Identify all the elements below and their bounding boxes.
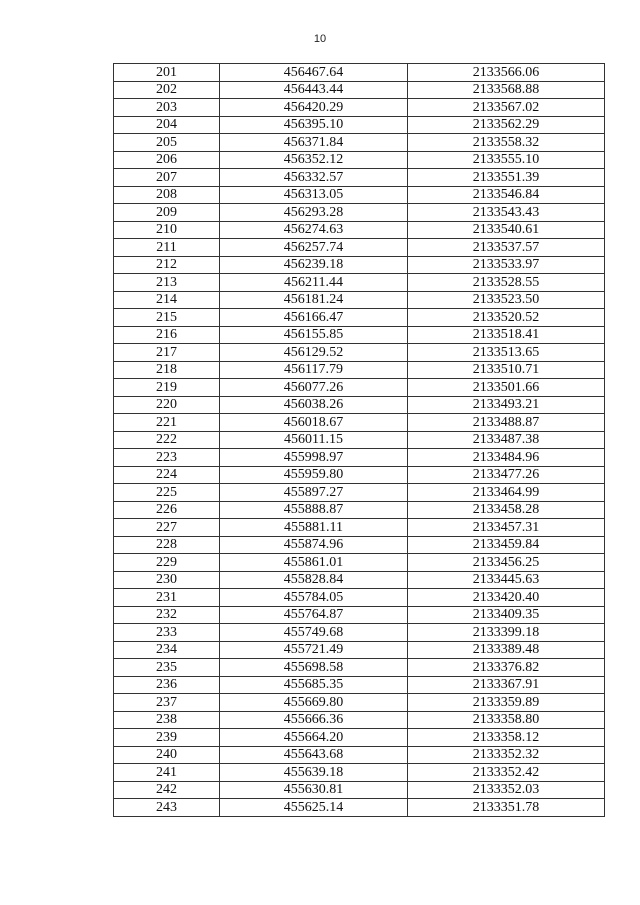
point-number-cell: 235	[114, 659, 220, 677]
y-coordinate-cell: 2133464.99	[408, 484, 605, 502]
table-row	[114, 151, 605, 169]
y-coordinate-cell: 2133510.71	[408, 361, 605, 379]
table-row	[114, 554, 605, 572]
y-coordinate-cell: 2133351.78	[408, 799, 605, 817]
table-row	[114, 326, 605, 344]
point-number-cell: 236	[114, 676, 220, 694]
x-coordinate-cell: 456395.10	[220, 116, 408, 134]
table-row	[114, 536, 605, 554]
x-coordinate-cell: 456155.85	[220, 326, 408, 344]
x-coordinate-cell: 455630.81	[220, 781, 408, 799]
table-row	[114, 501, 605, 519]
table-row	[114, 764, 605, 782]
table-row	[114, 571, 605, 589]
point-number-cell: 231	[114, 589, 220, 607]
x-coordinate-cell: 455639.18	[220, 764, 408, 782]
point-number-cell: 207	[114, 169, 220, 187]
point-number-cell: 227	[114, 519, 220, 537]
x-coordinate-cell: 456420.29	[220, 99, 408, 117]
x-coordinate-cell: 456467.64	[220, 64, 408, 82]
point-number-cell: 214	[114, 291, 220, 309]
table-row	[114, 309, 605, 327]
table-row	[114, 799, 605, 817]
x-coordinate-cell: 456371.84	[220, 134, 408, 152]
point-number-cell: 224	[114, 466, 220, 484]
y-coordinate-cell: 2133359.89	[408, 694, 605, 712]
y-coordinate-cell: 2133551.39	[408, 169, 605, 187]
x-coordinate-cell: 456181.24	[220, 291, 408, 309]
coordinates-table-body	[114, 64, 605, 817]
x-coordinate-cell: 455666.36	[220, 711, 408, 729]
y-coordinate-cell: 2133501.66	[408, 379, 605, 397]
y-coordinate-cell: 2133477.26	[408, 466, 605, 484]
table-row	[114, 484, 605, 502]
y-coordinate-cell: 2133358.12	[408, 729, 605, 747]
y-coordinate-cell: 2133537.57	[408, 239, 605, 257]
point-number-cell: 210	[114, 221, 220, 239]
point-number-cell: 220	[114, 396, 220, 414]
y-coordinate-cell: 2133528.55	[408, 274, 605, 292]
x-coordinate-cell: 455998.97	[220, 449, 408, 467]
point-number-cell: 222	[114, 431, 220, 449]
y-coordinate-cell: 2133520.52	[408, 309, 605, 327]
point-number-cell: 217	[114, 344, 220, 362]
point-number-cell: 239	[114, 729, 220, 747]
x-coordinate-cell: 456211.44	[220, 274, 408, 292]
point-number-cell: 238	[114, 711, 220, 729]
y-coordinate-cell: 2133543.43	[408, 204, 605, 222]
point-number-cell: 225	[114, 484, 220, 502]
x-coordinate-cell: 456166.47	[220, 309, 408, 327]
y-coordinate-cell: 2133567.02	[408, 99, 605, 117]
table-row	[114, 606, 605, 624]
x-coordinate-cell: 456239.18	[220, 256, 408, 274]
x-coordinate-cell: 455881.11	[220, 519, 408, 537]
x-coordinate-cell: 456011.15	[220, 431, 408, 449]
table-row	[114, 449, 605, 467]
point-number-cell: 218	[114, 361, 220, 379]
table-row	[114, 169, 605, 187]
y-coordinate-cell: 2133523.50	[408, 291, 605, 309]
x-coordinate-cell: 456117.79	[220, 361, 408, 379]
table-row	[114, 781, 605, 799]
x-coordinate-cell: 456038.26	[220, 396, 408, 414]
table-row	[114, 99, 605, 117]
y-coordinate-cell: 2133555.10	[408, 151, 605, 169]
y-coordinate-cell: 2133409.35	[408, 606, 605, 624]
y-coordinate-cell: 2133518.41	[408, 326, 605, 344]
table-row	[114, 624, 605, 642]
table-row	[114, 659, 605, 677]
page-number: 10	[313, 33, 327, 45]
y-coordinate-cell: 2133445.63	[408, 571, 605, 589]
y-coordinate-cell: 2133352.42	[408, 764, 605, 782]
y-coordinate-cell: 2133458.28	[408, 501, 605, 519]
point-number-cell: 241	[114, 764, 220, 782]
x-coordinate-cell: 456018.67	[220, 414, 408, 432]
point-number-cell: 204	[114, 116, 220, 134]
y-coordinate-cell: 2133558.32	[408, 134, 605, 152]
table-row	[114, 64, 605, 82]
table-row	[114, 239, 605, 257]
table-row	[114, 344, 605, 362]
point-number-cell: 223	[114, 449, 220, 467]
y-coordinate-cell: 2133352.03	[408, 781, 605, 799]
y-coordinate-cell: 2133566.06	[408, 64, 605, 82]
point-number-cell: 240	[114, 746, 220, 764]
x-coordinate-cell: 456077.26	[220, 379, 408, 397]
x-coordinate-cell: 455828.84	[220, 571, 408, 589]
table-row	[114, 379, 605, 397]
x-coordinate-cell: 455669.80	[220, 694, 408, 712]
y-coordinate-cell: 2133399.18	[408, 624, 605, 642]
table-row	[114, 134, 605, 152]
x-coordinate-cell: 455664.20	[220, 729, 408, 747]
point-number-cell: 213	[114, 274, 220, 292]
table-row	[114, 694, 605, 712]
y-coordinate-cell: 2133420.40	[408, 589, 605, 607]
point-number-cell: 203	[114, 99, 220, 117]
x-coordinate-cell: 455861.01	[220, 554, 408, 572]
point-number-cell: 205	[114, 134, 220, 152]
y-coordinate-cell: 2133568.88	[408, 81, 605, 99]
point-number-cell: 230	[114, 571, 220, 589]
table-row	[114, 116, 605, 134]
point-number-cell: 221	[114, 414, 220, 432]
y-coordinate-cell: 2133367.91	[408, 676, 605, 694]
x-coordinate-cell: 456129.52	[220, 344, 408, 362]
x-coordinate-cell: 456352.12	[220, 151, 408, 169]
x-coordinate-cell: 455625.14	[220, 799, 408, 817]
y-coordinate-cell: 2133358.80	[408, 711, 605, 729]
x-coordinate-cell: 455749.68	[220, 624, 408, 642]
point-number-cell: 229	[114, 554, 220, 572]
point-number-cell: 233	[114, 624, 220, 642]
y-coordinate-cell: 2133513.65	[408, 344, 605, 362]
point-number-cell: 202	[114, 81, 220, 99]
table-row	[114, 589, 605, 607]
x-coordinate-cell: 455764.87	[220, 606, 408, 624]
x-coordinate-cell: 455721.49	[220, 641, 408, 659]
y-coordinate-cell: 2133484.96	[408, 449, 605, 467]
x-coordinate-cell: 456443.44	[220, 81, 408, 99]
y-coordinate-cell: 2133376.82	[408, 659, 605, 677]
point-number-cell: 206	[114, 151, 220, 169]
point-number-cell: 232	[114, 606, 220, 624]
table-row	[114, 81, 605, 99]
y-coordinate-cell: 2133459.84	[408, 536, 605, 554]
y-coordinate-cell: 2133389.48	[408, 641, 605, 659]
x-coordinate-cell: 456332.57	[220, 169, 408, 187]
point-number-cell: 208	[114, 186, 220, 204]
x-coordinate-cell: 455959.80	[220, 466, 408, 484]
y-coordinate-cell: 2133546.84	[408, 186, 605, 204]
table-row	[114, 221, 605, 239]
coordinates-table	[113, 63, 605, 817]
x-coordinate-cell: 455643.68	[220, 746, 408, 764]
table-row	[114, 256, 605, 274]
x-coordinate-cell: 455897.27	[220, 484, 408, 502]
table-row	[114, 431, 605, 449]
table-row	[114, 396, 605, 414]
table-row	[114, 274, 605, 292]
point-number-cell: 211	[114, 239, 220, 257]
x-coordinate-cell: 455784.05	[220, 589, 408, 607]
x-coordinate-cell: 456293.28	[220, 204, 408, 222]
point-number-cell: 237	[114, 694, 220, 712]
x-coordinate-cell: 456257.74	[220, 239, 408, 257]
point-number-cell: 216	[114, 326, 220, 344]
table-row	[114, 711, 605, 729]
point-number-cell: 209	[114, 204, 220, 222]
x-coordinate-cell: 455698.58	[220, 659, 408, 677]
point-number-cell: 219	[114, 379, 220, 397]
table-row	[114, 466, 605, 484]
table-row	[114, 746, 605, 764]
table-row	[114, 414, 605, 432]
point-number-cell: 228	[114, 536, 220, 554]
table-row	[114, 676, 605, 694]
point-number-cell: 226	[114, 501, 220, 519]
table-row	[114, 361, 605, 379]
x-coordinate-cell: 456313.05	[220, 186, 408, 204]
y-coordinate-cell: 2133488.87	[408, 414, 605, 432]
point-number-cell: 212	[114, 256, 220, 274]
y-coordinate-cell: 2133533.97	[408, 256, 605, 274]
x-coordinate-cell: 455874.96	[220, 536, 408, 554]
y-coordinate-cell: 2133493.21	[408, 396, 605, 414]
y-coordinate-cell: 2133487.38	[408, 431, 605, 449]
x-coordinate-cell: 455888.87	[220, 501, 408, 519]
point-number-cell: 243	[114, 799, 220, 817]
y-coordinate-cell: 2133456.25	[408, 554, 605, 572]
table-row	[114, 186, 605, 204]
y-coordinate-cell: 2133352.32	[408, 746, 605, 764]
point-number-cell: 234	[114, 641, 220, 659]
point-number-cell: 215	[114, 309, 220, 327]
y-coordinate-cell: 2133562.29	[408, 116, 605, 134]
table-row	[114, 291, 605, 309]
x-coordinate-cell: 455685.35	[220, 676, 408, 694]
point-number-cell: 201	[114, 64, 220, 82]
y-coordinate-cell: 2133457.31	[408, 519, 605, 537]
table-row	[114, 204, 605, 222]
table-row	[114, 729, 605, 747]
point-number-cell: 242	[114, 781, 220, 799]
x-coordinate-cell: 456274.63	[220, 221, 408, 239]
table-row	[114, 519, 605, 537]
table-row	[114, 641, 605, 659]
y-coordinate-cell: 2133540.61	[408, 221, 605, 239]
